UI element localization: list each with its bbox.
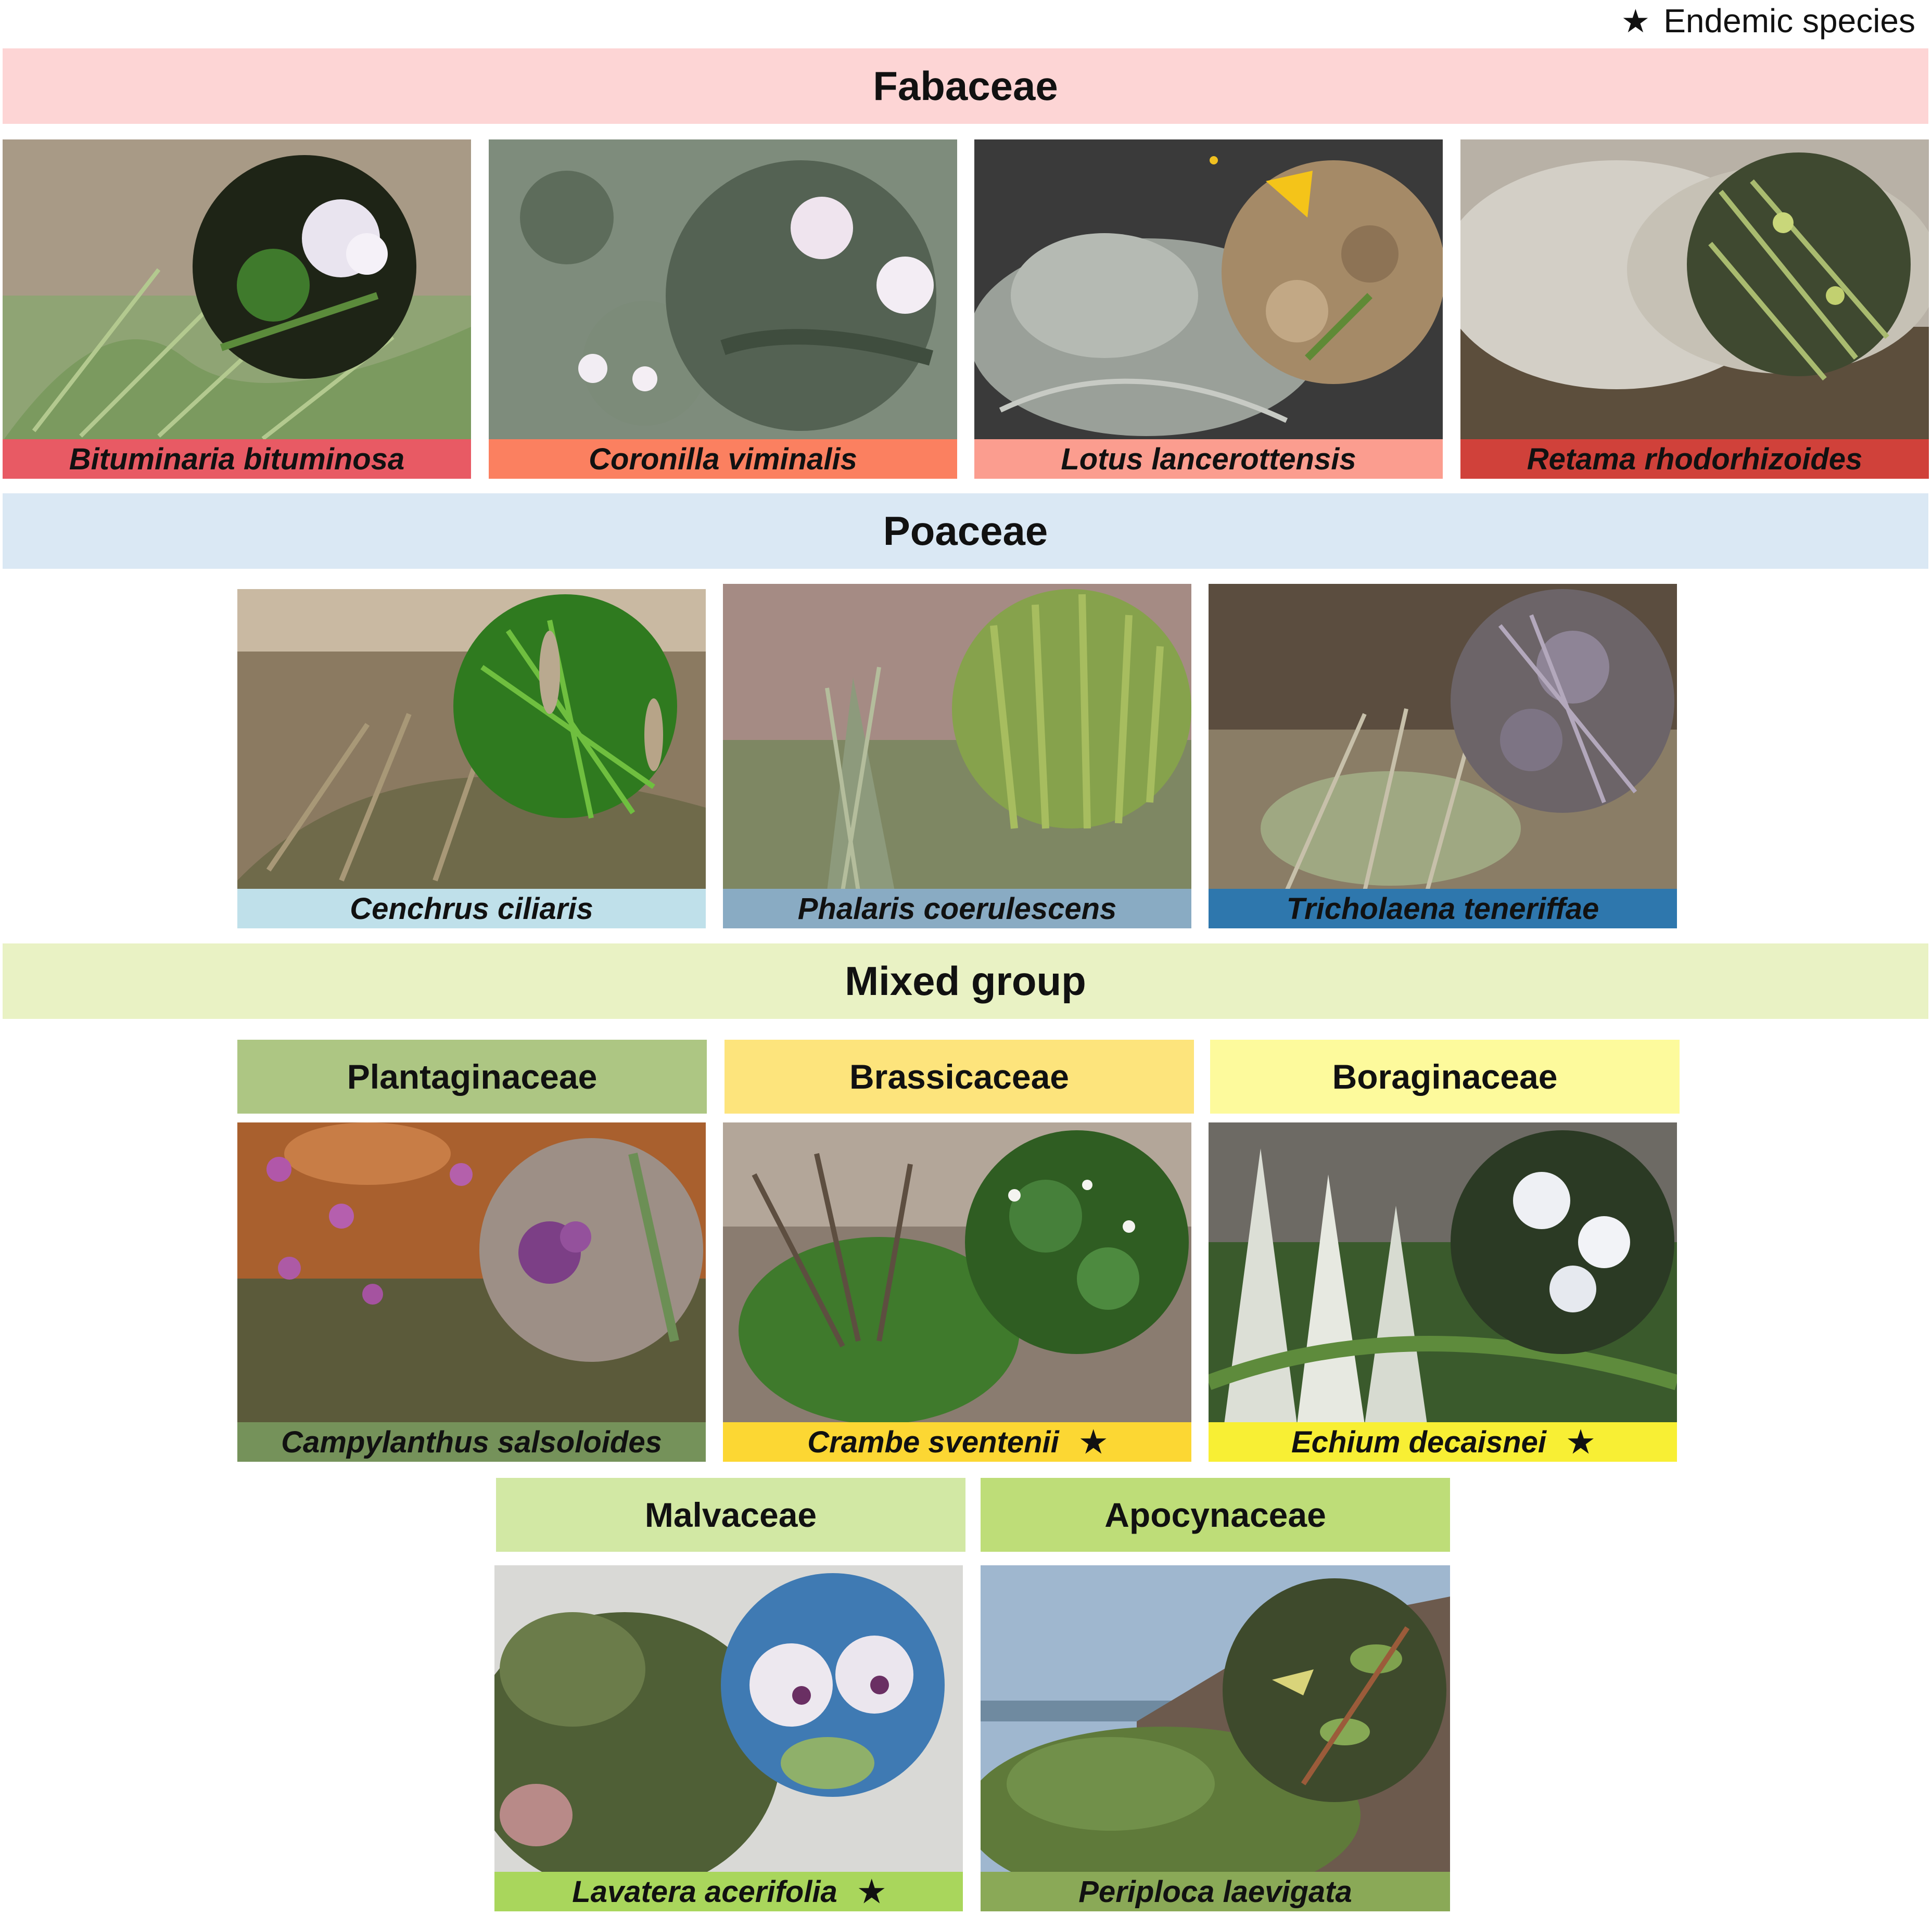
family-header-plantaginaceae: Plantaginaceae (237, 1040, 707, 1114)
species-photo-tricholaena (1209, 584, 1677, 891)
species-photo-crambe (723, 1122, 1191, 1424)
endemic-legend (1551, 0, 1915, 42)
species-caption-echium (1209, 1422, 1677, 1462)
species-photo-bituminaria (3, 139, 471, 441)
family-header-brassicaceae: Brassicaceae (724, 1040, 1194, 1114)
species-name: Crambe sventenii (807, 1425, 1059, 1459)
species-name: Retama rhodorhizoides (1527, 442, 1863, 476)
species-card-campylanthus (237, 1122, 706, 1462)
family-header-apocynaceae: Apocynaceae (981, 1478, 1450, 1552)
species-caption-tricholaena (1209, 889, 1677, 928)
species-photo-campylanthus (237, 1122, 706, 1424)
species-name: Lotus lancerottensis (1061, 442, 1356, 476)
species-name: Lavatera acerifolia (572, 1874, 837, 1909)
species-card-cenchrus (237, 589, 706, 928)
species-caption-lotus (974, 439, 1443, 479)
family-header-malvaceae: Malvaceae (496, 1478, 965, 1552)
species-caption-periploca (981, 1872, 1450, 1911)
species-caption-campylanthus (237, 1422, 706, 1462)
species-name: Echium decaisnei (1291, 1425, 1546, 1459)
species-card-periploca (981, 1565, 1450, 1911)
species-card-retama (1460, 139, 1929, 479)
species-caption-phalaris (723, 889, 1191, 928)
species-name: Bituminaria bituminosa (69, 442, 405, 476)
endemic-star-icon: ★ (1567, 1425, 1594, 1459)
species-card-bituminaria (3, 139, 471, 479)
species-name: Cenchrus ciliaris (350, 891, 593, 926)
species-name: Campylanthus salsoloides (281, 1425, 662, 1459)
family-header-boraginaceae: Boraginaceae (1210, 1040, 1680, 1114)
species-photo-lavatera (494, 1565, 963, 1874)
species-card-lotus (974, 139, 1443, 479)
species-caption-coronilla (489, 439, 957, 479)
species-caption-cenchrus (237, 889, 706, 928)
species-name: Coronilla viminalis (589, 442, 857, 476)
endemic-star-icon: ★ (1079, 1425, 1107, 1459)
species-caption-lavatera (494, 1872, 963, 1911)
endemic-star-icon: ★ (858, 1875, 885, 1909)
species-photo-periploca (981, 1565, 1450, 1874)
species-photo-phalaris (723, 584, 1191, 891)
species-caption-bituminaria (3, 439, 471, 479)
group-band-mixed: Mixed group (3, 943, 1928, 1019)
group-band-fabaceae: Fabaceae (3, 48, 1928, 124)
species-card-crambe (723, 1122, 1191, 1462)
species-card-tricholaena (1209, 584, 1677, 928)
species-caption-crambe (723, 1422, 1191, 1462)
species-card-coronilla (489, 139, 957, 479)
group-band-poaceae: Poaceae (3, 493, 1928, 569)
species-photo-lotus (974, 139, 1443, 441)
species-card-phalaris (723, 584, 1191, 928)
species-name: Phalaris coerulescens (797, 891, 1117, 926)
species-card-echium (1209, 1122, 1677, 1462)
species-photo-cenchrus (237, 589, 706, 891)
legend-label: Endemic species (1663, 2, 1915, 40)
species-name: Tricholaena teneriffae (1286, 891, 1599, 926)
species-caption-retama (1460, 439, 1929, 479)
species-photo-retama (1460, 139, 1929, 441)
star-icon: ★ (1621, 3, 1650, 40)
species-card-lavatera (494, 1565, 963, 1911)
species-name: Periploca laevigata (1078, 1874, 1352, 1909)
species-photo-coronilla (489, 139, 957, 441)
species-photo-echium (1209, 1122, 1677, 1424)
